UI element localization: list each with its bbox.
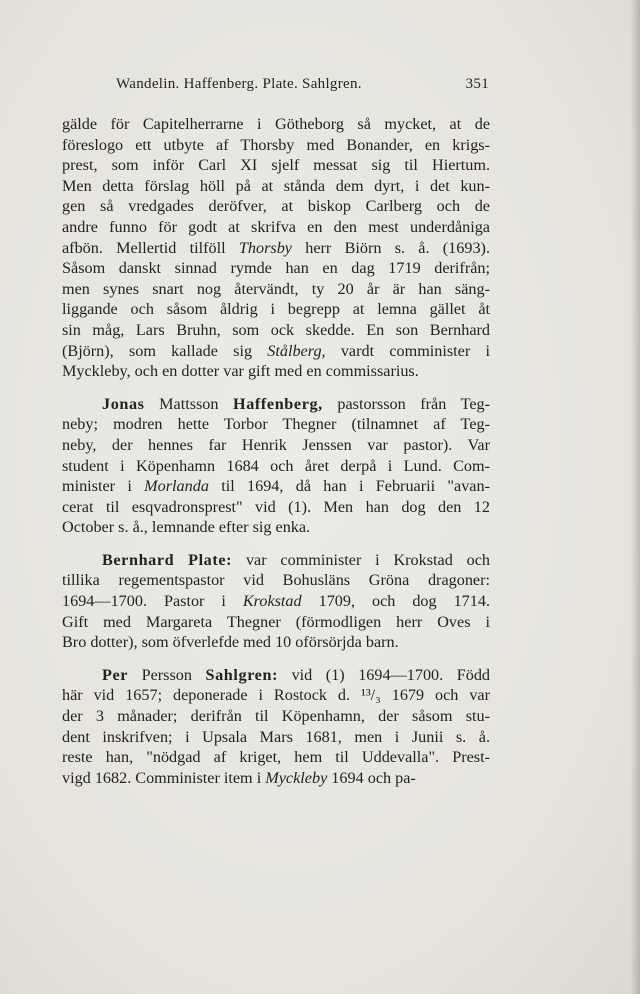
body-text (62, 114, 490, 788)
text-line (62, 279, 490, 300)
text-run: gälde för Capitelherrarne i Götheborg så mycket, at de (62, 115, 490, 133)
running-header (116, 76, 489, 98)
text-run: 1709, och dog 1714. (301, 592, 490, 611)
text-run: här vid 1657; deponerade i Rostock d. ¹³/₃ 1679 och var (62, 686, 490, 705)
text-run: Bro dotter), som öfverlefde med 10 oförsörjda barn. (62, 633, 399, 652)
text-run: herr Biörn s. å. (1693). (291, 238, 490, 257)
person-name: Jonas (102, 394, 145, 413)
text-line (62, 238, 490, 259)
text-run: var comminister i Krokstad och (232, 550, 490, 569)
text-line (62, 135, 490, 156)
text-line (62, 320, 490, 341)
text-run (174, 551, 188, 569)
text-line (62, 456, 490, 477)
text-run: prest, som inför Carl XI sjelf messat sig til Hiertum. (62, 156, 490, 175)
text-line (62, 747, 490, 768)
italic-text: Morlanda (144, 477, 209, 496)
text-run: 1694 och pa- (327, 768, 416, 787)
text-line (62, 414, 490, 435)
text-line (62, 591, 490, 612)
text-run: neby; modren hette Torbor Thegner (tilnamnet af Teg- (62, 415, 490, 434)
text-run: (Björn), som kallade sig (62, 341, 268, 360)
text-run: afbön. Mellertid tilföll (62, 238, 239, 257)
text-run: andre funno för godt at skrifva en den mest underdåniga (62, 217, 490, 236)
italic-text: Myckleby (265, 768, 328, 787)
text-run: Såsom danskt sinnad rymde han en dag 1719 derifrån; (62, 259, 490, 278)
text-run: der 3 månader; derifrån til Köpenhamn, der såsom stu- (62, 707, 490, 726)
paragraph-gap (62, 653, 490, 665)
text-line (62, 550, 490, 571)
text-run: student i Köpenhamn 1684 och året derpå i Lund. Com- (62, 456, 490, 475)
text-run: Myckleby, och en dotter var gift med en commissarius. (62, 362, 419, 381)
running-title: Wandelin. Haffenberg. Plate. Sahlgren. (116, 76, 362, 92)
text-line (62, 299, 490, 320)
text-line (62, 361, 490, 382)
text-line (62, 517, 490, 538)
text-run: dent inskrifven; i Upsala Mars 1681, men i Junii s. å. (62, 727, 490, 746)
text-line (62, 632, 490, 653)
paragraph (62, 550, 490, 653)
text-run: neby, der hennes far Henrik Jenssen var pastor). Var (62, 435, 490, 454)
italic-text: Thorsby (238, 238, 292, 257)
text-run: October s. å., lemnande efter sig enka. (62, 518, 311, 537)
text-run: föreslogo ett utbyte af Thorsby med Bonander, en krigs- (62, 135, 490, 154)
text-run: men synes snart nog återvändt, ty 20 år är han säng- (62, 279, 490, 298)
person-name: Per (102, 665, 129, 684)
paragraph (62, 114, 490, 382)
text-line (62, 114, 490, 135)
page-number: 351 (465, 76, 489, 92)
paragraph-gap (62, 538, 490, 550)
text-line (62, 217, 490, 238)
text-line (62, 727, 490, 748)
text-line (62, 685, 490, 706)
text-line (62, 706, 490, 727)
text-line (62, 258, 490, 279)
person-name: Haffenberg, (233, 394, 323, 413)
text-line (62, 435, 490, 456)
text-run: cerat til esqvadronsprest" vid (1). Men han dog den 12 (62, 497, 490, 516)
paragraph (62, 665, 490, 789)
text-line (62, 497, 490, 518)
text-run: gen så vredgades deröfver, at biskop Carlberg och de (62, 197, 490, 216)
text-run: vid (1) 1694—1700. Född (278, 665, 491, 684)
text-line (62, 176, 490, 197)
text-run: Men detta förslag höll på at stånda dem dyrt, i det kun- (62, 176, 490, 195)
text-line (62, 665, 490, 686)
paragraph-gap (62, 382, 490, 394)
text-line (62, 612, 490, 633)
person-name: Plate: (188, 550, 233, 569)
text-run: pastorsson från Teg- (322, 394, 490, 413)
text-run: Persson (128, 665, 206, 684)
text-line (62, 155, 490, 176)
text-line (62, 196, 490, 217)
paragraph (62, 394, 490, 538)
italic-text: Stålberg, (267, 341, 326, 360)
text-run: reste han, "nödgad af kriget, hem til Uddevalla". Prest- (62, 748, 490, 767)
page-edge-shadow (630, 0, 640, 994)
text-run: til 1694, då han i Februarii "avan- (208, 477, 490, 496)
text-run: Gift med Margareta Thegner (förmodligen herr Oves i (62, 612, 490, 631)
italic-text: Krokstad (242, 592, 302, 611)
text-line (62, 341, 490, 362)
text-run: liggande och såsom åldrig i begrepp at lemna gället åt (62, 300, 490, 319)
text-run: vigd 1682. Comminister item i (62, 768, 266, 787)
text-line (62, 394, 490, 415)
text-run: vardt comminister i (325, 341, 490, 360)
text-run: minister i (62, 477, 145, 496)
text-run: tillika regementspastor vid Bohusläns Gröna dragoner: (62, 571, 490, 590)
text-line (62, 476, 490, 497)
text-line (62, 570, 490, 591)
text-run: Mattsson (144, 394, 234, 413)
person-name: Sahlgren: (205, 665, 279, 684)
text-run: sin måg, Lars Bruhn, som ock skedde. En son Bernhard (62, 320, 490, 339)
text-run: 1694—1700. Pastor i (62, 592, 243, 611)
text-line (62, 768, 490, 789)
person-name: Bernhard (102, 550, 175, 569)
